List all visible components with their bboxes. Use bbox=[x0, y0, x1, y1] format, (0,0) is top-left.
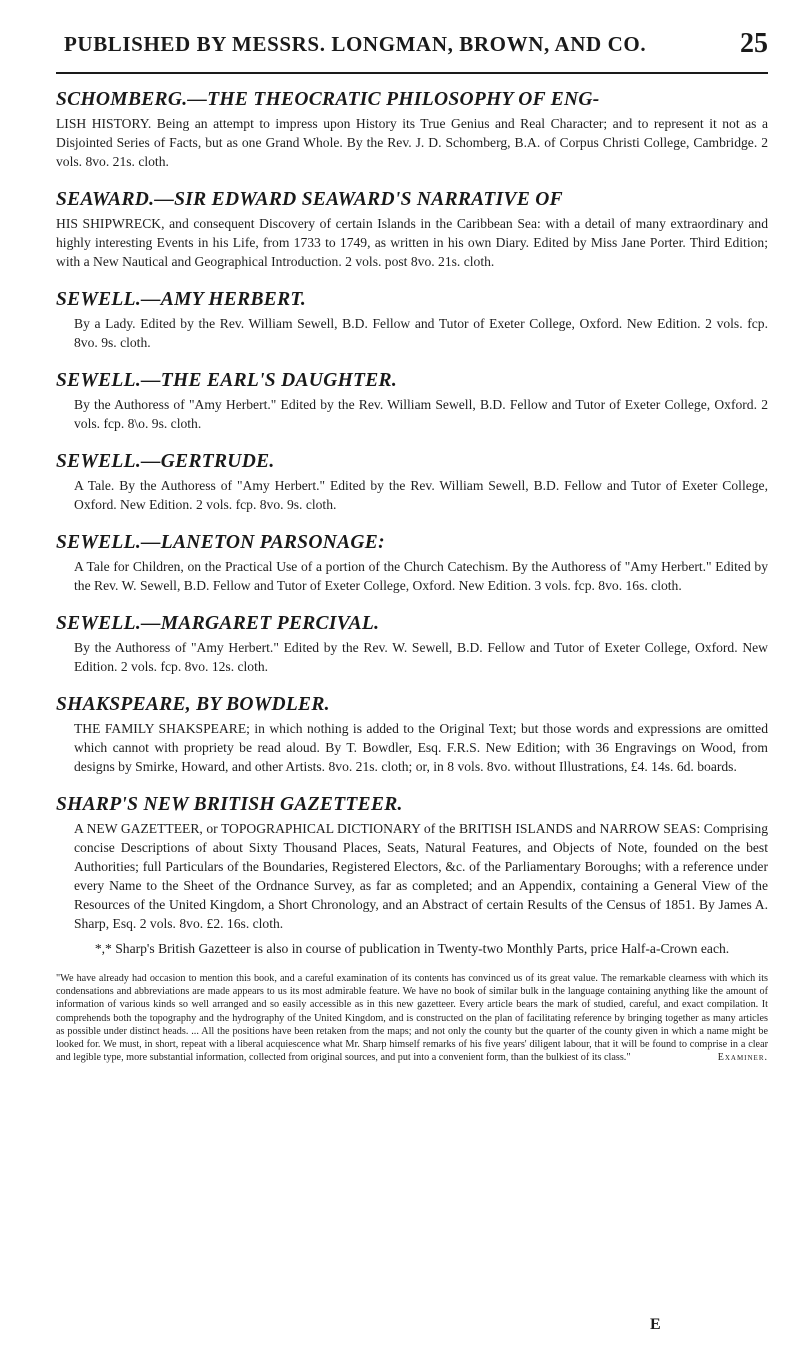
entry-title: SCHOMBERG.—THE THEOCRATIC PHILOSOPHY OF ENG- bbox=[56, 89, 600, 110]
entry-description: A Tale for Children, on the Practical Use of a portion of the Church Catechism. By the Authoress of "Amy Herbert." Edited by the Rev. W. Sewell, B.D. Fellow and Tutor of Exeter College, Oxford. New Edition. 3 vols. fcp. 8vo. 16s. cloth. bbox=[74, 559, 768, 593]
review-source: Examiner. bbox=[717, 1052, 768, 1064]
entry-title: SHARP'S NEW BRITISH GAZETTEER. bbox=[56, 794, 403, 815]
entry-description: A Tale. By the Authoress of "Amy Herbert." Edited by the Rev. William Sewell, B.D. Fellow and Tutor of Exeter College, Oxford. New Edition. 2 vols. fcp. 8vo. 9s. cloth. bbox=[74, 478, 768, 512]
entry-description: A NEW GAZETTEER, or TOPOGRAPHICAL DICTIONARY of the BRITISH ISLANDS and NARROW SEAS: Comprising concise Descriptions of about Sixty Thousand Places, Seats, Natural Features, and Objects of Note, founded on the best Authorities; full Particulars of the Boundaries, Registered Electors, &c. of the Parliamentary Boroughs; with a reference under every Name to the Sheet of the Ordnance Survey, as far as completed; and an Appendix, containing a General View of the Resources of the United Kingdom, a Short Chronology, and an Abstract of certain Results of the Census of 1851. By James A. Sharp, Esq. 2 vols. 8vo. £2. 16s. cloth. bbox=[74, 821, 768, 931]
header-rule bbox=[56, 72, 768, 74]
page bbox=[56, 28, 768, 1064]
entry-title: SEWELL.—THE EARL'S DAUGHTER. bbox=[56, 370, 398, 391]
entry-description: By the Authoress of "Amy Herbert." Edited by the Rev. William Sewell, B.D. Fellow and Tutor of Exeter College, Oxford. 2 vols. fcp. 8\o. 9s. cloth. bbox=[74, 397, 768, 431]
catalogue-entry bbox=[56, 531, 768, 595]
entry-description: By the Authoress of "Amy Herbert." Edited by the Rev. W. Sewell, B.D. Fellow and Tutor of Exeter College, Oxford. New Edition. 2 vols. fcp. 8vo. 12s. cloth. bbox=[74, 640, 768, 674]
catalogue-entry bbox=[56, 612, 768, 676]
entry-title: SEWELL.—AMY HERBERT. bbox=[56, 289, 306, 310]
entry-description: HIS SHIPWRECK, and consequent Discovery of certain Islands in the Caribbean Sea: with a detail of many extraordinary and highly interesting Events in his Life, from 1733 to 1749, as written in his own Diary. Edited by Miss Jane Porter. Third Edition; with a New Nautical and Geographical Introduction. 2 vols. post 8vo. 21s. cloth. bbox=[56, 216, 768, 269]
entry-title: SEAWARD.—SIR EDWARD SEAWARD'S NARRATIVE OF bbox=[56, 189, 563, 210]
entry-title: SEWELL.—GERTRUDE. bbox=[56, 451, 275, 472]
catalogue-entries bbox=[56, 88, 768, 1081]
signature-mark: E bbox=[650, 1316, 661, 1333]
publication-note: *,* Sharp's British Gazetteer is also in course of publication in Twenty-two Monthly Parts, price Half-a-Crown each. bbox=[94, 941, 730, 956]
catalogue-entry bbox=[56, 793, 768, 1064]
running-head-text: PUBLISHED BY MESSRS. LONGMAN, BROWN, AND CO. bbox=[64, 32, 647, 56]
entry-description: LISH HISTORY. Being an attempt to impress upon History its True Genius and Real Character; and to represent it not as a Disjointed Series of Facts, but as one Grand Whole. By the Rev. J. D. Schomberg, B.A. of Corpus Christi College, Cambridge. 2 vols. 8vo. 21s. cloth. bbox=[56, 116, 768, 169]
catalogue-entry bbox=[56, 369, 768, 433]
entry-title: SHAKSPEARE, BY BOWDLER. bbox=[56, 694, 330, 715]
review-text: "We have already had occasion to mention this book, and a careful examination of its contents has convinced us of its great value. The remarkable clearness with which its condensations and abbreviations are made appears to us its most admirable feature. We have no book of similar bulk in the language containing anything like the amount of information of various kinds so well arranged and so easily accessible as in this new gazetteer. Every article bears the mark of studied, careful, and exact compilation. It comprehends both the topography and the hydrography of the United Kingdom, and is constructed on the plan of facilitating reference by bringing together as many articles as possible under distinct heads. ... All the positions have been retaken from the maps; and not only the county but the quarter of the county given in which a name might be looked for. We must, in short, repeat with a liberal acquiescence what Mr. Sharp himself remarks of his five years' diligent labour, that it will be found to comprise in a clear and legible type, more substantial information, collected from original sources, and put into a convenient form, than the bulkiest of its class." bbox=[56, 973, 768, 1064]
running-head bbox=[56, 28, 768, 68]
catalogue-entry bbox=[56, 88, 768, 171]
entry-title: SEWELL.—LANETON PARSONAGE: bbox=[56, 532, 385, 553]
entry-description: By a Lady. Edited by the Rev. William Sewell, B.D. Fellow and Tutor of Exeter College, Oxford. New Edition. 2 vols. fcp. 8vo. 9s. cloth. bbox=[74, 316, 768, 350]
catalogue-entry bbox=[56, 288, 768, 352]
catalogue-entry bbox=[56, 188, 768, 271]
catalogue-entry bbox=[56, 693, 768, 776]
page-number: 25 bbox=[740, 28, 768, 59]
catalogue-entry bbox=[56, 450, 768, 514]
entry-title: SEWELL.—MARGARET PERCIVAL. bbox=[56, 613, 380, 634]
review-quote bbox=[56, 972, 768, 1064]
entry-description: THE FAMILY SHAKSPEARE; in which nothing is added to the Original Text; but those words and expressions are omitted which cannot with propriety be read aloud. By T. Bowdler, Esq. F.R.S. New Edition; with 36 Engravings on Wood, from designs by Smirke, Howard, and other Artists. 8vo. 21s. cloth; or, in 8 vols. 8vo. without Illustrations, £4. 14s. 6d. boards. bbox=[74, 721, 768, 774]
